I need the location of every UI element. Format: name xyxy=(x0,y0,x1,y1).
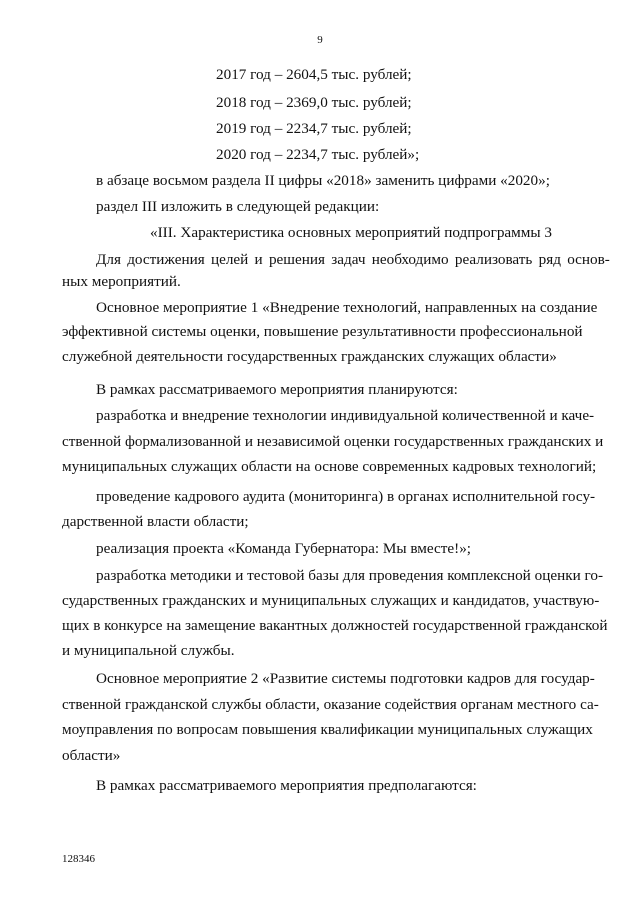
item4-line-1: разработка методики и тестовой базы для проведения комплексной оценки го- xyxy=(96,567,604,584)
measure1-line-1: Основное мероприятие 1 «Внедрение технологий, направленных на создание xyxy=(96,299,598,316)
section-title: «III. Характеристика основных мероприятий подпрограммы 3 xyxy=(150,224,552,241)
measure1-plan: В рамках рассматриваемого мероприятия планируются: xyxy=(96,381,458,398)
item4-line-2: сударственных гражданских и муниципальных служащих и кандидатов, участвую- xyxy=(62,592,600,609)
intro-line-1: Для достижения целей и решения задач необходимо реализовать ряд основ- xyxy=(96,251,610,268)
amount-line-2020: 2020 год – 2234,7 тыс. рублей»; xyxy=(216,146,420,163)
item4-line-4: и муниципальной службы. xyxy=(62,642,235,659)
measure2-line-4: области» xyxy=(62,747,121,764)
amount-line-2017: 2017 год – 2604,5 тыс. рублей; xyxy=(216,66,412,83)
document-code: 128346 xyxy=(62,853,95,865)
instruction-section: раздел III изложить в следующей редакции: xyxy=(96,198,380,215)
measure1-line-3: служебной деятельности государственных гражданских служащих области» xyxy=(62,348,557,365)
measure2-plan: В рамках рассматриваемого мероприятия предполагаются: xyxy=(96,777,477,794)
page-number: 9 xyxy=(317,34,323,46)
item2-line-2: дарственной власти области; xyxy=(62,513,249,530)
measure2-line-3: моуправления по вопросам повышения квалификации муниципальных служащих xyxy=(62,721,593,738)
instruction-abzac: в абзаце восьмом раздела II цифры «2018» заменить цифрами «2020»; xyxy=(96,172,550,189)
measure2-line-1: Основное мероприятие 2 «Развитие системы подготовки кадров для государ- xyxy=(96,670,595,687)
item3: реализация проекта «Команда Губернатора: Мы вместе!»; xyxy=(96,540,472,557)
item1-line-1: разработка и внедрение технологии индивидуальной количественной и каче- xyxy=(96,407,595,424)
measure2-line-2: ственной гражданской службы области, оказание содействия органам местного са- xyxy=(62,696,599,713)
measure1-line-2: эффективной системы оценки, повышение результативности профессиональной xyxy=(62,323,583,340)
item2-line-1: проведение кадрового аудита (мониторинга) в органах исполнительной госу- xyxy=(96,488,596,505)
item1-line-2: ственной формализованной и независимой оценки государственных гражданских и xyxy=(62,433,604,450)
amount-line-2018: 2018 год – 2369,0 тыс. рублей; xyxy=(216,94,412,111)
item4-line-3: щих в конкурсе на замещение вакантных должностей государственной гражданской xyxy=(62,617,608,634)
intro-line-2: ных мероприятий. xyxy=(62,273,181,290)
item1-line-3: муниципальных служащих области на основе современных кадровых технологий; xyxy=(62,458,597,475)
amount-line-2019: 2019 год – 2234,7 тыс. рублей; xyxy=(216,120,412,137)
